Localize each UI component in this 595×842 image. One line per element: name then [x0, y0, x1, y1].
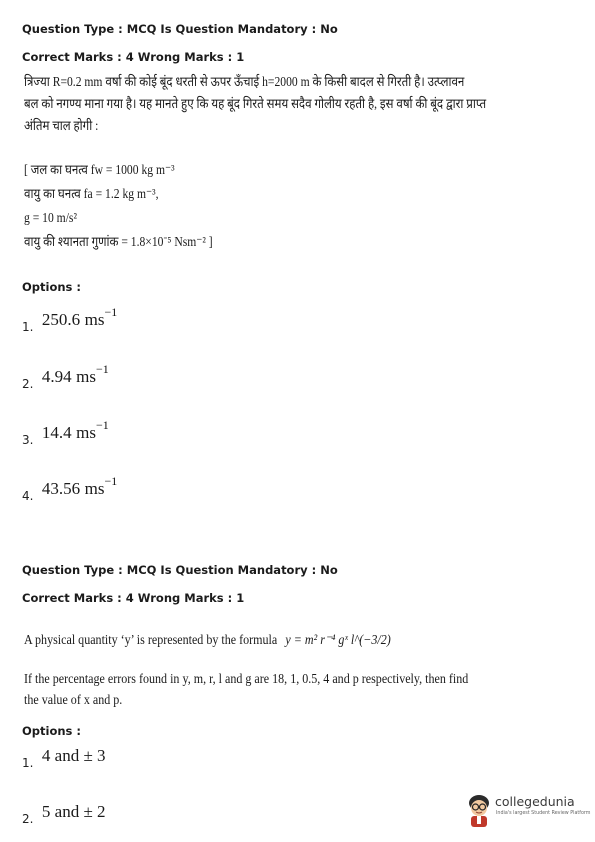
question-meta-type: Question Type : MCQ Is Question Mandatory : No	[22, 22, 338, 36]
option-number: 4.	[22, 489, 34, 503]
question-line: If the percentage errors found in y, m, r, l and g are 18, 1, 0.5, 4 and p respectively, then find	[24, 672, 469, 687]
question-meta-marks: Correct Marks : 4 Wrong Marks : 1	[22, 591, 245, 605]
option-exponent: −1	[104, 305, 118, 319]
option-value: 4 and ± 3	[41, 746, 106, 765]
question-formula-line	[24, 630, 391, 651]
option-2[interactable]	[22, 802, 106, 826]
question-text	[24, 669, 468, 711]
question-line: the value of x and p.	[24, 693, 123, 708]
option-2[interactable]	[22, 362, 109, 391]
given-line: g = 10 m/s²	[24, 210, 77, 225]
formula: y = m² r⁻⁴ gˣ l^(−3/2)	[285, 633, 391, 648]
option-value: 43.56	[41, 479, 81, 498]
question-meta-type: Question Type : MCQ Is Question Mandatory : No	[22, 563, 338, 577]
collegedunia-logo	[465, 793, 590, 833]
option-number: 1.	[22, 320, 34, 334]
option-unit: ms	[76, 423, 96, 442]
option-3[interactable]	[22, 418, 109, 447]
options-label: Options :	[22, 280, 81, 294]
option-unit: ms	[84, 310, 105, 329]
student-mascot-icon	[465, 793, 493, 829]
question-text	[24, 71, 574, 137]
question-line: बल को नगण्य माना गया है। यह मानते हुए कि यह बूंद गिरते समय सदैव गोलीय रहती है, इस वर्षा की बूंद द्वारा प्राप्त	[24, 96, 487, 111]
given-line: वायु का घनत्व fa = 1.2 kg m⁻³,	[24, 186, 159, 201]
option-number: 3.	[22, 433, 34, 447]
option-value: 250.6	[41, 310, 81, 329]
given-line: [ जल का घनत्व fw = 1000 kg m⁻³	[24, 162, 175, 177]
question-given-data	[24, 158, 411, 254]
logo-tagline: India's largest Student Review Platform	[496, 811, 591, 816]
question-line: त्रिज्या R=0.2 mm वर्षा की कोई बूंद धरती से ऊपर ऊँचाई h=2000 m के किसी बादल से गिरती है। उत्प्लावन	[24, 74, 465, 89]
options-label: Options :	[22, 724, 81, 738]
option-value: 5 and ± 2	[41, 802, 106, 821]
question-line: अंतिम चाल होगी :	[24, 118, 99, 133]
option-exponent: −1	[95, 362, 109, 376]
option-number: 2.	[22, 812, 34, 826]
option-exponent: −1	[104, 474, 118, 488]
option-4[interactable]	[22, 474, 117, 503]
option-value: 4.94	[41, 367, 72, 386]
logo-name: collegedunia	[495, 794, 575, 809]
option-number: 2.	[22, 377, 34, 391]
option-exponent: −1	[95, 418, 109, 432]
option-1[interactable]	[22, 746, 106, 770]
option-1[interactable]	[22, 305, 117, 334]
option-unit: ms	[84, 479, 105, 498]
option-number: 1.	[22, 756, 34, 770]
option-unit: ms	[76, 367, 96, 386]
formula-intro: A physical quantity ‘y’ is represented by the formula	[24, 633, 278, 648]
question-meta-marks: Correct Marks : 4 Wrong Marks : 1	[22, 50, 245, 64]
given-line: वायु की श्यानता गुणांक = 1.8×10⁻⁵ Nsm⁻² ]	[24, 234, 213, 249]
option-value: 14.4	[41, 423, 72, 442]
